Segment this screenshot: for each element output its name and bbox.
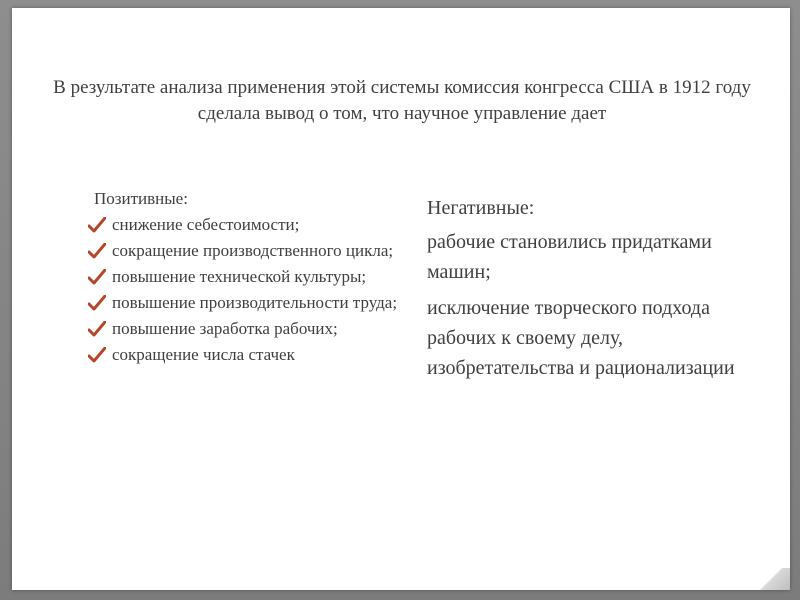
list-item [72,214,402,236]
check-icon [88,295,106,311]
slide [12,8,790,590]
positive-column [72,188,402,370]
check-icon [88,347,106,363]
list-item-text: повышение технической культуры; [112,267,367,286]
positive-heading: Позитивные: [94,189,188,208]
negative-item: рабочие становились придатками машин; [427,231,712,283]
positive-list [72,214,402,366]
list-item [72,240,402,262]
negative-item: исключение творческого подхода рабочих к своему делу, изобретательства и рационализации [427,297,735,379]
slide-title: В результате анализа применения этой системы комиссия конгресса США в 1912 году сделала вывод о том, что научное управление дает [53,77,751,124]
list-item-text: снижение себестоимости; [112,215,300,234]
check-icon [88,269,106,285]
check-icon [88,243,106,259]
list-item [72,266,402,288]
list-item [72,292,402,314]
list-item-text: сокращение числа стачек [112,345,295,364]
list-item-text: повышение производительности труда; [112,293,398,312]
page-curl-decoration [752,568,790,590]
negative-column [407,195,747,389]
list-item-text: повышение заработка рабочих; [112,319,338,338]
list-item-text: сокращение производственного цикла; [112,241,394,260]
check-icon [88,217,106,233]
list-item [72,344,402,366]
check-icon [88,321,106,337]
list-item [72,318,402,340]
negative-heading: Негативные: [427,197,535,219]
